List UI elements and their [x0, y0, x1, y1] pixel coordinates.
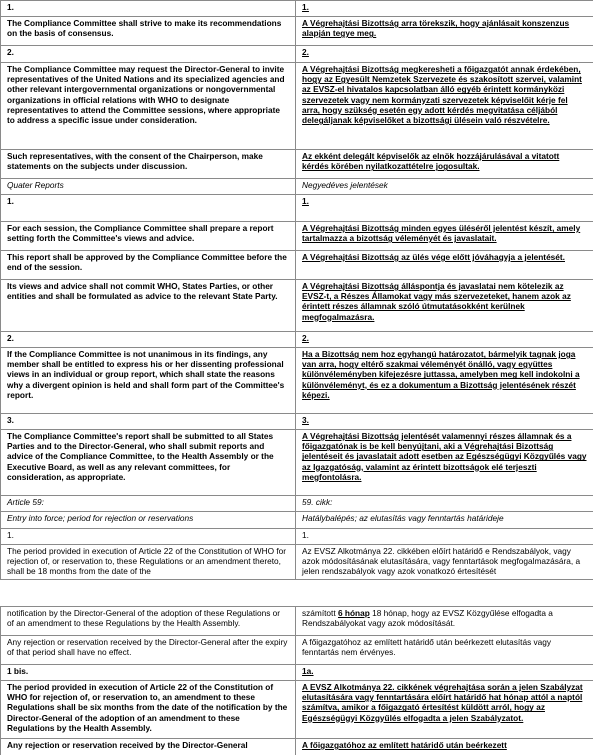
hungarian-cell: A Végrehajtási Bizottság megkeresheti a főigazgatót annak érdekében, hogy az Egyesült Nemzetek Szervezete és szakosított szervei, valamint az EVSZ-el hivatalos kapcsolatban álló egyéb érintett kormányközi szervezetek vagy nem kormányzati szervezetek képviselőit kérje fel arra, hogy szükség esetén egy adott kérdés megvitatása céljából delegáljanak képviselőket a bizottsági ülésein való részvételre.	[296, 63, 593, 150]
table-row	[1, 332, 593, 348]
english-cell: 1.	[1, 195, 296, 222]
table-row	[1, 63, 593, 150]
table-row	[1, 739, 593, 755]
hungarian-cell: Az ekként delegált képviselők az elnök hozzájárulásával a vitatott kérdés körében nyilatkozattételre jogosultak.	[296, 150, 593, 179]
inserted-text: 6 hónap	[337, 608, 370, 618]
table-row	[1, 529, 593, 545]
hungarian-cell: 1.	[296, 529, 593, 545]
table-row	[1, 430, 593, 496]
english-cell: The period provided in execution of Article 22 of the Constitution of WHO for rejection of, or reservation to, an amendment to these Regulations shall be six months from the date of the notification by the Director-General of the adoption of an amendment to these Regulations by the Health Assembly.	[1, 681, 296, 739]
table-row	[1, 665, 593, 681]
english-cell: 2.	[1, 332, 296, 348]
hungarian-cell: A Végrehajtási Bizottság az ülés vége előtt jóváhagyja a jelentését.	[296, 251, 593, 280]
table-row	[1, 545, 593, 580]
bilingual-table-lower	[0, 606, 593, 755]
table-row	[1, 348, 593, 414]
english-cell: The Compliance Committee may request the Director-General to invite representatives of the United Nations and its specialized agencies and other relevant intergovernmental organizations or nongovernmental organizations in official relations with WHO to designate representatives to attend the Committee sessions, where appropriate to address a specific issue under consideration.	[1, 63, 296, 150]
table-row	[1, 607, 593, 636]
table-row	[1, 17, 593, 46]
english-cell: Such representatives, with the consent of the Chairperson, make statements on the subjects under discussion.	[1, 150, 296, 179]
english-cell: 1.	[1, 529, 296, 545]
hungarian-cell: A főigazgatóhoz az említett határidő után beérkezett elutasítás vagy fenntartás nem érvényes.	[296, 636, 593, 665]
english-cell: Any rejection or reservation received by the Director-General after the expiry of that period shall have no effect.	[1, 636, 296, 665]
english-cell: Its views and advice shall not commit WHO, States Parties, or other entities and shall be formulated as advice to the relevant State Party.	[1, 280, 296, 332]
hungarian-cell: A Végrehajtási Bizottság jelentését valamennyi részes államnak és a főigazgatónak is be kell benyújtani, aki a Végrehajtási Bizottság jelentéseit és javaslatait adott esetben az Egészségügyi Közgyűlés vagy az Igazgatóság, valamint az érintett bizottságok elé terjeszti megfontolásra.	[296, 430, 593, 496]
table-row	[1, 222, 593, 251]
table-row	[1, 681, 593, 739]
english-cell: This report shall be approved by the Compliance Committee before the end of the session.	[1, 251, 296, 280]
english-cell: For each session, the Compliance Committee shall prepare a report setting forth the Committee's views and advice.	[1, 222, 296, 251]
table-row	[1, 46, 593, 63]
english-cell: Quater Reports	[1, 179, 296, 195]
table-row	[1, 636, 593, 665]
hungarian-cell: A Végrehajtási Bizottság minden egyes üléséről jelentést készít, amely tartalmazza a bizottság véleményét és javaslatait.	[296, 222, 593, 251]
table-row	[1, 195, 593, 222]
hungarian-cell: A EVSZ Alkotmánya 22. cikkének végrehajtása során a jelen Szabályzat elutasítására vagy fenntartására előírt határidő hat hónap attól a naptól számítva, amikor a főigazgató értesítést küldött arról, hogy az Egészségügyi Közgyűlés elfogadta a jelen Szabályzatot.	[296, 681, 593, 739]
english-cell: 1 bis.	[1, 665, 296, 681]
hungarian-cell: 1.	[296, 1, 593, 17]
hungarian-cell	[296, 607, 593, 636]
hungarian-cell: 3.	[296, 414, 593, 430]
hungarian-cell: 59. cikk:	[296, 496, 593, 512]
hungarian-text: számított	[302, 608, 338, 618]
english-cell: Any rejection or reservation received by the Director-General	[1, 739, 296, 755]
table-row	[1, 1, 593, 17]
english-cell: notification by the Director-General of the adoption of these Regulations or of an amendment to these Regulations by the Health Assembly.	[1, 607, 296, 636]
hungarian-cell: Ha a Bizottság nem hoz egyhangú határozatot, bármelyik tagnak joga van arra, hogy eltérő szakmai véleményét önálló, vagy együttes különvéleményben kifejezésre juttassa, amelyben meg kell indokolni a különvéleményt, és ez a dokumentum a Bizottság jelentésének részét képezi.	[296, 348, 593, 414]
table-row	[1, 251, 593, 280]
hungarian-cell: Az EVSZ Alkotmánya 22. cikkében előírt határidő e Rendszabályok, vagy azok módosításának elutasítására, vagy fenntartások megfogalmazására, a jelen rendszabályok vagy azok vonatkozó értesítését	[296, 545, 593, 580]
table-row	[1, 512, 593, 529]
english-cell: 2.	[1, 46, 296, 63]
english-cell: Entry into force; period for rejection or reservations	[1, 512, 296, 529]
english-cell: The period provided in execution of Article 22 of the Constitution of WHO for rejection of, or reservation to, these Regulations or an amendment thereto, shall be 18 months from the date of the	[1, 545, 296, 580]
hungarian-cell: 2.	[296, 46, 593, 63]
hungarian-cell: Hatálybalépés; az elutasítás vagy fenntartás határideje	[296, 512, 593, 529]
english-cell: The Compliance Committee shall strive to make its recommendations on the basis of consensus.	[1, 17, 296, 46]
hungarian-text: 18 hónap, hogy az EVSZ Közgyűlése elfogadta a Rendszabályokat vagy azok módosítását.	[302, 608, 553, 629]
table-row	[1, 179, 593, 195]
english-cell: Article 59:	[1, 496, 296, 512]
hungarian-cell: 1a.	[296, 665, 593, 681]
hungarian-cell: A Végrehajtási Bizottság arra törekszik, hogy ajánlásait konszenzus alapján tegye meg.	[296, 17, 593, 46]
english-cell: The Compliance Committee's report shall be submitted to all States Parties and to the Director-General, who shall submit reports and advice of the Compliance Committee, to the Health Assembly or the Executive Board, as well as any relevant committees, for consideration, as appropriate.	[1, 430, 296, 496]
table-row	[1, 414, 593, 430]
english-cell: If the Compliance Committee is not unanimous in its findings, any member shall be entitled to express his or her dissenting professional views in an individual or group report, which shall state the reasons why a divergent opinion is held and shall form part of the Committee's report.	[1, 348, 296, 414]
hungarian-cell: 2.	[296, 332, 593, 348]
table-row	[1, 150, 593, 179]
table-row	[1, 280, 593, 332]
table-row	[1, 496, 593, 512]
hungarian-cell: A főigazgatóhoz az említett határidő után beérkezett	[296, 739, 593, 755]
hungarian-cell: A Végrehajtási Bizottság álláspontja és javaslatai nem kötelezik az EVSZ-t, a Részes Államokat vagy más szervezeteket, hanem azok az érintett részes államnak szóló útmutatásokként kerülnek megfogalmazásra.	[296, 280, 593, 332]
hungarian-cell: Negyedéves jelentések	[296, 179, 593, 195]
english-cell: 3.	[1, 414, 296, 430]
english-cell: 1.	[1, 1, 296, 17]
hungarian-cell: 1.	[296, 195, 593, 222]
